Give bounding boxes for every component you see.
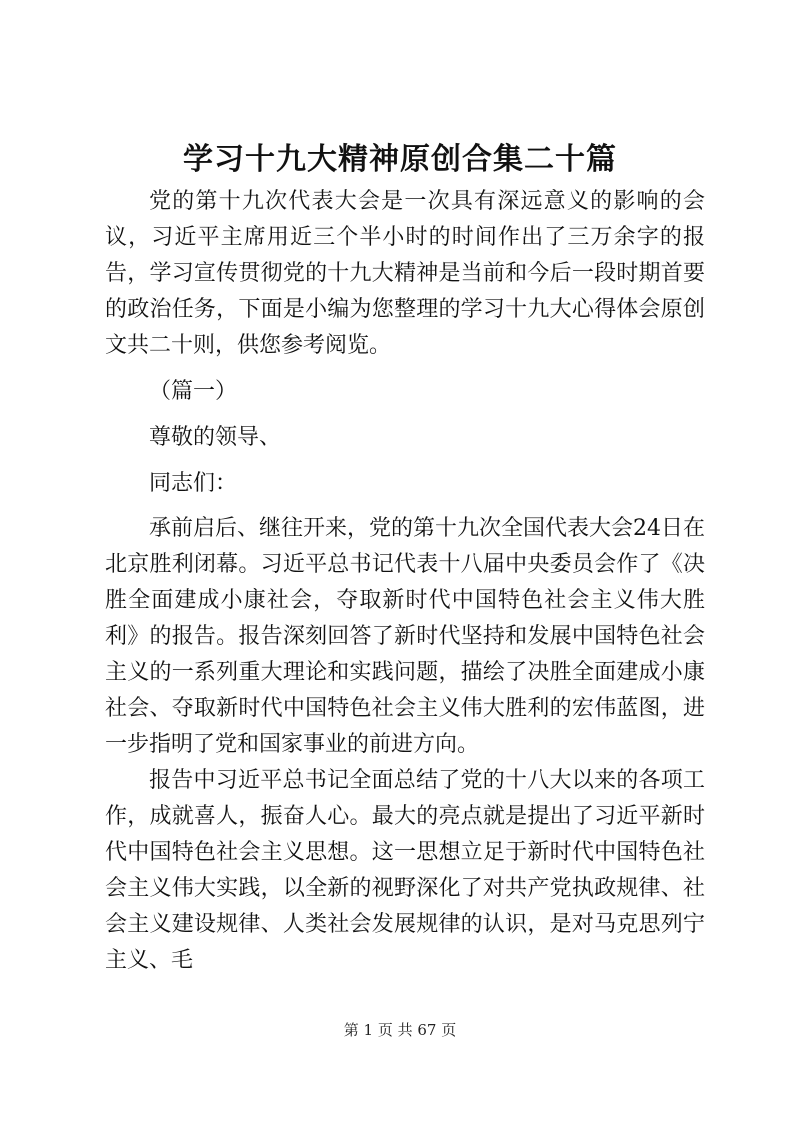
body-paragraph-1: 承前启后、继往开来，党的第十九次全国代表大会24日在北京胜利闭幕。习近平总书记代表十八届中央委员会作了《决胜全面建成小康社会，夺取新时代中国特色社会主义伟大胜利》的报告。报告深刻回答了新时代坚持和发展中国特色社会主义的一系列重大理论和实践问题，描绘了决胜全面建成小康社会、夺取新时代中国特色社会主义伟大胜利的宏伟蓝图，进一步指明了党和国家事业的前进方向。 (105, 516, 705, 757)
page-number-footer: 第 1 页 共 67 页 (343, 1021, 457, 1039)
document-title: 学习十九大精神原创合集二十篇 (183, 142, 617, 177)
salutation-line-2: 同志们： (149, 471, 238, 496)
body-paragraph-2: 报告中习近平总书记全面总结了党的十八大以来的各项工作，成就喜人，振奋人心。最大的亮点就是提出了习近平新时代中国特色社会主义思想。这一思想立足于新时代中国特色社会主义伟大实践，以全新的视野深化了对共产党执政规律、社会主义建设规律、人类社会发展规律的认识，是对马克思列宁主义、毛 (105, 768, 705, 973)
intro-paragraph: 党的第十九次代表大会是一次具有深远意义的影响的会议，习近平主席用近三个半小时的时间作出了三万余字的报告，学习宣传贯彻党的十九大精神是当前和今后一段时期首要的政治任务，下面是小编为您整理的学习十九大心得体会原创文共二十则，供您参考阅览。 (105, 189, 705, 358)
salutation-line-1: 尊敬的领导、 (149, 425, 282, 450)
section-label: （篇一） (149, 379, 238, 404)
document-body (105, 184, 705, 979)
